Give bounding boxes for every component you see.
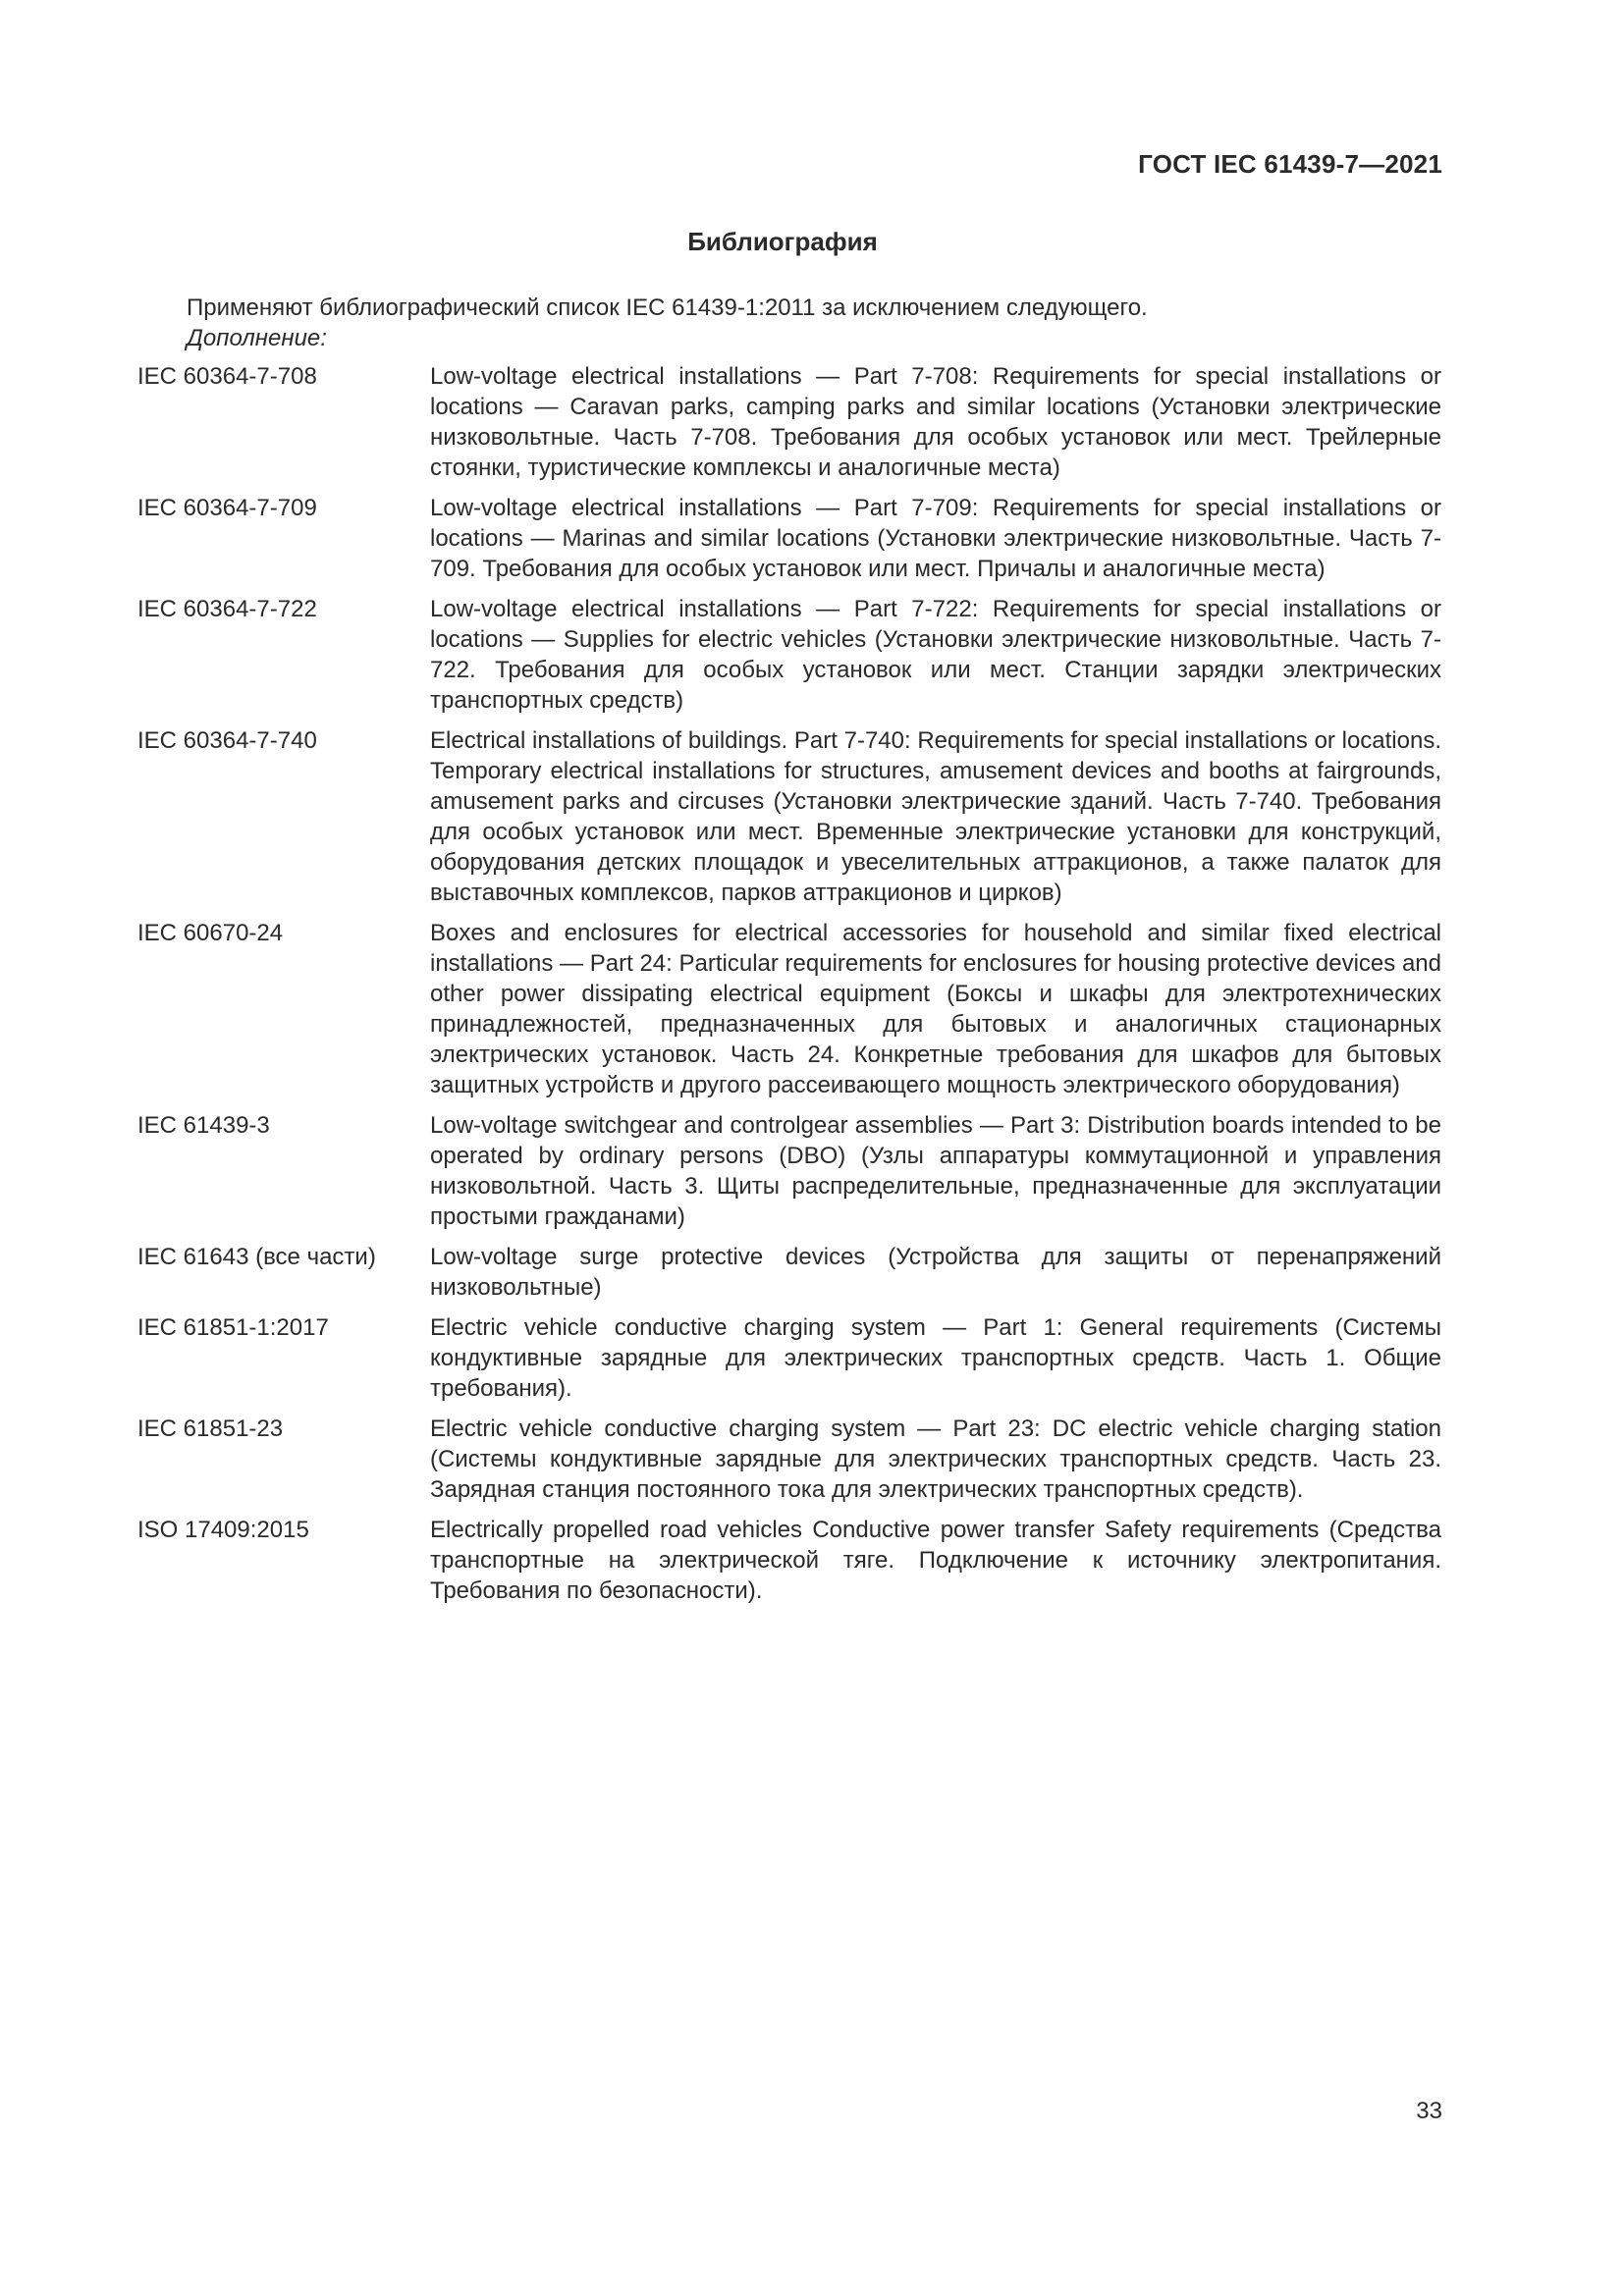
bibliography-entry	[137, 493, 1441, 584]
page-title: Библиография	[687, 227, 878, 256]
reference-code: IEC 60364-7-709	[137, 495, 317, 521]
bibliography-entry	[137, 918, 1441, 1100]
reference-description: Electrically propelled road vehicles Conductive power transfer Safety requirements (Средства транспортные на электрической тяге. Подключение к источнику электропитания. Требования по безопасности).	[430, 1517, 1441, 1604]
reference-code: IEC 60364-7-740	[137, 727, 317, 754]
bibliography-entry	[137, 1242, 1441, 1303]
intro-text: Применяют библиографический список IEC 61439-1:2011 за исключением следующего.	[187, 294, 1148, 321]
reference-code: IEC 60364-7-708	[137, 363, 317, 390]
reference-code: IEC 61439-3	[137, 1112, 270, 1139]
addition-label: Дополнение:	[187, 325, 327, 351]
reference-description: Low-voltage electrical installations — Part 7-708: Requirements for special installations or locations — Caravan parks, camping parks and similar locations (Установки электрические низковольтные. Часть 7-708. Требования для особых установок или мест. Трейлерные стоянки, туристические комплексы и аналогичные места)	[430, 363, 1441, 481]
reference-description: Boxes and enclosures for electrical accessories for household and similar fixed electrical installations — Part 24: Particular requirements for enclosures for housing protective devices and other power dissipating electrical equipment (Боксы и шкафы для электротехнических принадлежностей, предназначенных для бытовых и аналогичных стационарных электрических установок. Часть 24. Конкретные требования для шкафов для бытовых защитных устройств и другого рассеивающего мощность электрического оборудования)	[430, 920, 1441, 1098]
reference-description: Electric vehicle conductive charging system — Part 1: General requirements (Системы кондуктивные зарядные для электрических транспортных средств. Часть 1. Общие требования).	[430, 1314, 1441, 1402]
bibliography-entry	[137, 594, 1441, 716]
reference-description: Low-voltage electrical installations — Part 7-722: Requirements for special installations or locations — Supplies for electric vehicles (Установки электрические низковольтные. Часть 7-722. Требования для особых установок или мест. Станции зарядки электрических транспортных средств)	[430, 596, 1441, 714]
reference-description: Electrical installations of buildings. Part 7-740: Requirements for special installations or locations. Temporary electrical installations for structures, amusement devices and booths at fairgrounds, amusement parks and circuses (Установки электрические зданий. Часть 7-740. Требования для особых установок или мест. Временные электрические установки для конструкций, оборудования детских площадок и увеселительных аттракционов, а также палаток для выставочных комплексов, парков аттракционов и цирков)	[430, 727, 1441, 906]
document-code-header: ГОСТ IEC 61439-7—2021	[1138, 149, 1442, 179]
reference-description: Electric vehicle conductive charging system — Part 23: DC electric vehicle charging station (Системы кондуктивные зарядные для электрических транспортных средств. Часть 23. Зарядная станция постоянного тока для электрических транспортных средств).	[430, 1415, 1441, 1503]
bibliography-entry	[137, 725, 1441, 908]
reference-code: IEC 60364-7-722	[137, 596, 317, 622]
reference-code: IEC 61851-1:2017	[137, 1314, 329, 1341]
bibliography-entry	[137, 1515, 1441, 1606]
bibliography-entry	[137, 1414, 1441, 1505]
reference-code: IEC 60670-24	[137, 920, 284, 946]
bibliography-entry	[137, 361, 1441, 483]
reference-code: IEC 61851-23	[137, 1415, 284, 1442]
bibliography-entry	[137, 1312, 1441, 1404]
reference-description: Low-voltage surge protective devices (Устройства для защиты от перенапряжений низковольтные)	[430, 1244, 1441, 1301]
reference-description: Low-voltage switchgear and controlgear assemblies — Part 3: Distribution boards intended to be operated by ordinary persons (DBO) (Узлы аппаратуры коммутационной и управления низковольтной. Часть 3. Щиты распределительные, предназначенные для эксплуатации простыми гражданами)	[430, 1112, 1441, 1230]
reference-code: IEC 61643 (все части)	[137, 1244, 376, 1270]
reference-description: Low-voltage electrical installations — Part 7-709: Requirements for special installations or locations — Marinas and similar locations (Установки электрические низковольтные. Часть 7-709. Требования для особых установок или мест. Причалы и аналогичные места)	[430, 495, 1441, 582]
bibliography-entry	[137, 1110, 1441, 1232]
intro-paragraph	[187, 293, 1148, 353]
bibliography-list	[137, 361, 1441, 1616]
reference-code: ISO 17409:2015	[137, 1517, 309, 1543]
page-number: 33	[1416, 2098, 1442, 2124]
